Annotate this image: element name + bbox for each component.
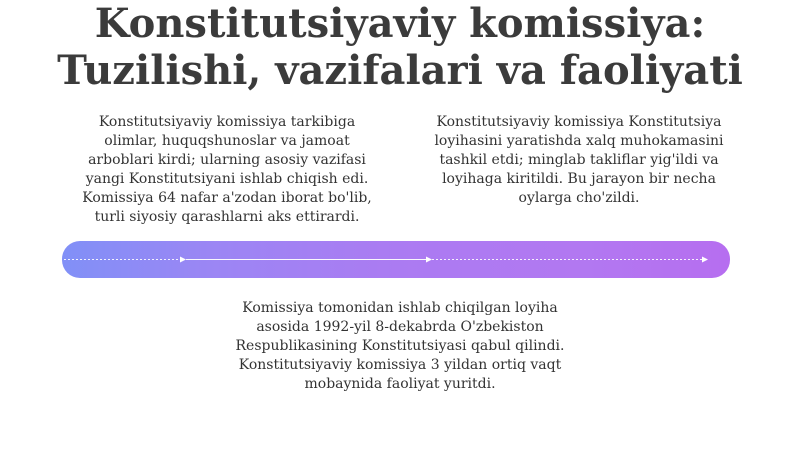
timeline-arrow-2-icon xyxy=(426,257,432,263)
timeline-arrow-1-icon xyxy=(180,257,186,263)
timeline-arrows xyxy=(62,241,730,278)
title-line-2: Tuzilishi, vazifalari va faoliyati xyxy=(57,47,743,94)
timeline-arrow-3-icon xyxy=(702,257,708,263)
text-block-bottom: Komissiya tomonidan ishlab chiqilgan loyiha asosida 1992-yil 8-dekabrda O'zbekiston Respublikasining Konstitutsiyasi qabul qilindi. Konstitutsiyaviy komissiya 3 yildan ortiq vaqt mobaynida faoliyat yuritdi. xyxy=(235,300,565,392)
title-line-1: Konstitutsiyaviy komissiya: xyxy=(94,0,706,47)
text-block-right: Konstitutsiyaviy komissiya Konstitutsiya loyihasini yaratishda xalq muhokamasini tashkil etdi; minglab takliflar yig'ildi va loyihaga kiritildi. Bu jarayon bir necha oylarga cho'zildi. xyxy=(434,114,724,206)
timeline-bar xyxy=(62,241,730,278)
text-block-left: Konstitutsiyaviy komissiya tarkibiga olimlar, huquqshunoslar va jamoat arboblari kirdi; ularning asosiy vazifasi yangi Konstitutsiyani ishlab chiqish edi. Komissiya 64 nafar a'zodan iborat bo'lib, turli siyosiy qarashlarni aks ettirardi. xyxy=(82,114,372,225)
page-title xyxy=(0,0,800,94)
